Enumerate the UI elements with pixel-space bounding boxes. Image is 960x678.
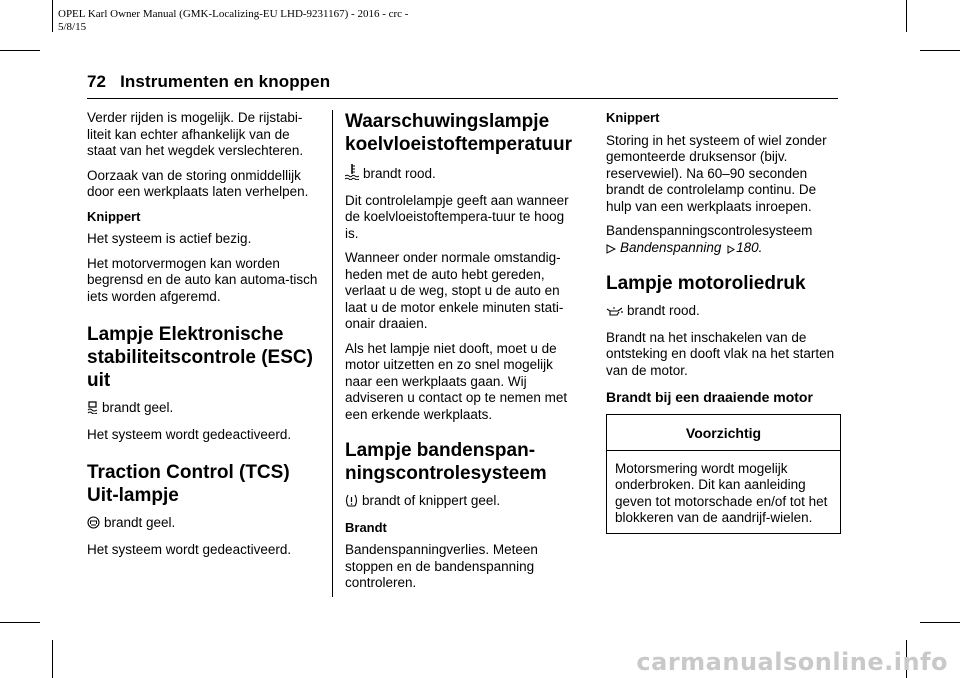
esc-heading: Lampje Elektronische stabiliteitscontrole (ESC) uit [87,324,313,391]
paragraph: Het systeem wordt gedeactiveerd. [87,426,292,442]
column-2 [345,110,577,600]
paragraph: Het motorvermogen kan worden begrensd en de auto kan automa-tisch iets worden afgeremd. [87,255,318,304]
page-heading [87,72,330,92]
column-separator [332,110,333,597]
coolant-lamp-line [345,164,577,185]
watermark: carmanualsonline.info [636,648,948,676]
tpms-lamp-line [345,493,577,512]
subheading-knippert: Knippert [87,208,141,224]
crop-mark [52,0,53,32]
paragraph: Het systeem is actief bezig. [87,231,252,246]
crop-mark [920,50,960,51]
paragraph: Oorzaak van de storing onmiddellijk door een werkplaats laten verhelpen. [87,167,309,199]
esc-off-icon [87,401,98,419]
crop-mark [0,50,40,51]
document-header-line1: OPEL Karl Owner Manual (GMK-Localizing-EU LHD-9231167) - 2016 - crc - [58,8,409,20]
tcs-heading: Traction Control (TCS) Uit-lampje [87,462,290,506]
oil-lamp-line [606,303,841,322]
coolant-heading: Waarschuwingslampje koelvloeistoftemperatuur [345,111,572,155]
paragraph: Als het lampje niet dooft, moet u de motor uitzetten en zo snel mogelijk naar een werkplaats gaan. Wij adviseren u contact op te nemen met een erkende werkplaats. [345,340,568,422]
tpms-lamp-text: brandt of knippert geel. [362,493,501,508]
tcs-lamp-line [87,515,322,534]
paragraph: Wanneer onder normale omstandig-heden met de auto hebt gereden, verlaat u de weg, stopt u de auto en laat u de motor enkele minuten stati-onair draaien. [345,250,564,331]
crop-mark [920,622,960,623]
header-rule [87,98,838,99]
paragraph: Verder rijden is mogelijk. De rijstabi-liteit kan echter afhankelijk van de staat van het wegdek verslechteren. [87,110,304,158]
coolant-lamp-text: brandt rood. [363,166,436,181]
reference-page[interactable]: 180 [736,239,759,255]
caution-title: Voorzichtig [607,415,840,451]
tpms-heading: Lampje bandenspan-ningscontrolesysteem [345,440,547,484]
reference-paragraph: Bandenspanningscontrolesysteem Bandenspanning 180. [606,223,841,258]
esc-lamp-text: brandt geel. [102,400,174,415]
page-number: 72 [87,72,107,91]
tire-pressure-icon [345,494,358,512]
crop-mark [906,0,907,32]
section-title: Instrumenten en knoppen [120,72,331,91]
reference-link[interactable]: Bandenspanning [620,239,722,255]
esc-lamp-line [87,400,322,419]
paragraph: Brandt na het inschakelen van de ontsteking en dooft vlak na het starten van de motor. [606,329,835,378]
paragraph: Dit controlelampje geeft aan wanneer de koelvloeistoftempera-tuur te hoog is. [345,192,569,241]
paragraph: Het systeem wordt gedeactiveerd. [87,541,292,557]
oil-pressure-heading: Lampje motoroliedruk [606,273,806,294]
document-header-line2: 5/8/15 [58,21,87,33]
oil-lamp-text: brandt rood. [627,303,700,318]
crop-mark [52,640,53,678]
reference-system-name: Bandenspanningscontrolesysteem [606,223,813,238]
caution-box [606,414,841,534]
caution-text: Motorsmering wordt mogelijk onderbroken. Dit kan aanleiding geven tot motorschade en/of tot het blokkeren van de aandrijf-wielen. [615,460,828,525]
running-engine-heading: Brandt bij een draaiende motor [606,389,813,405]
reference-arrow-icon [606,242,616,259]
subheading-knippert: Knippert [606,110,660,125]
tcs-lamp-text: brandt geel. [104,515,176,530]
oil-pressure-icon [606,305,623,322]
reference-arrow-icon [727,242,735,259]
crop-mark [0,622,40,623]
coolant-temperature-icon [345,164,359,185]
column-1 [87,110,322,566]
subheading-brandt: Brandt [345,519,387,535]
tcs-off-icon [87,516,100,534]
document-header [58,8,408,34]
column-3 [606,110,841,534]
paragraph: Storing in het systeem of wiel zonder gemonteerde druksensor (bijv. reservewiel). Na 60–90 seconden brandt de controlelamp continu. De hulp van een werkplaats inroepen. [606,132,827,214]
paragraph: Bandenspanningverlies. Meteen stoppen en de bandenspanning controleren. [345,542,538,590]
